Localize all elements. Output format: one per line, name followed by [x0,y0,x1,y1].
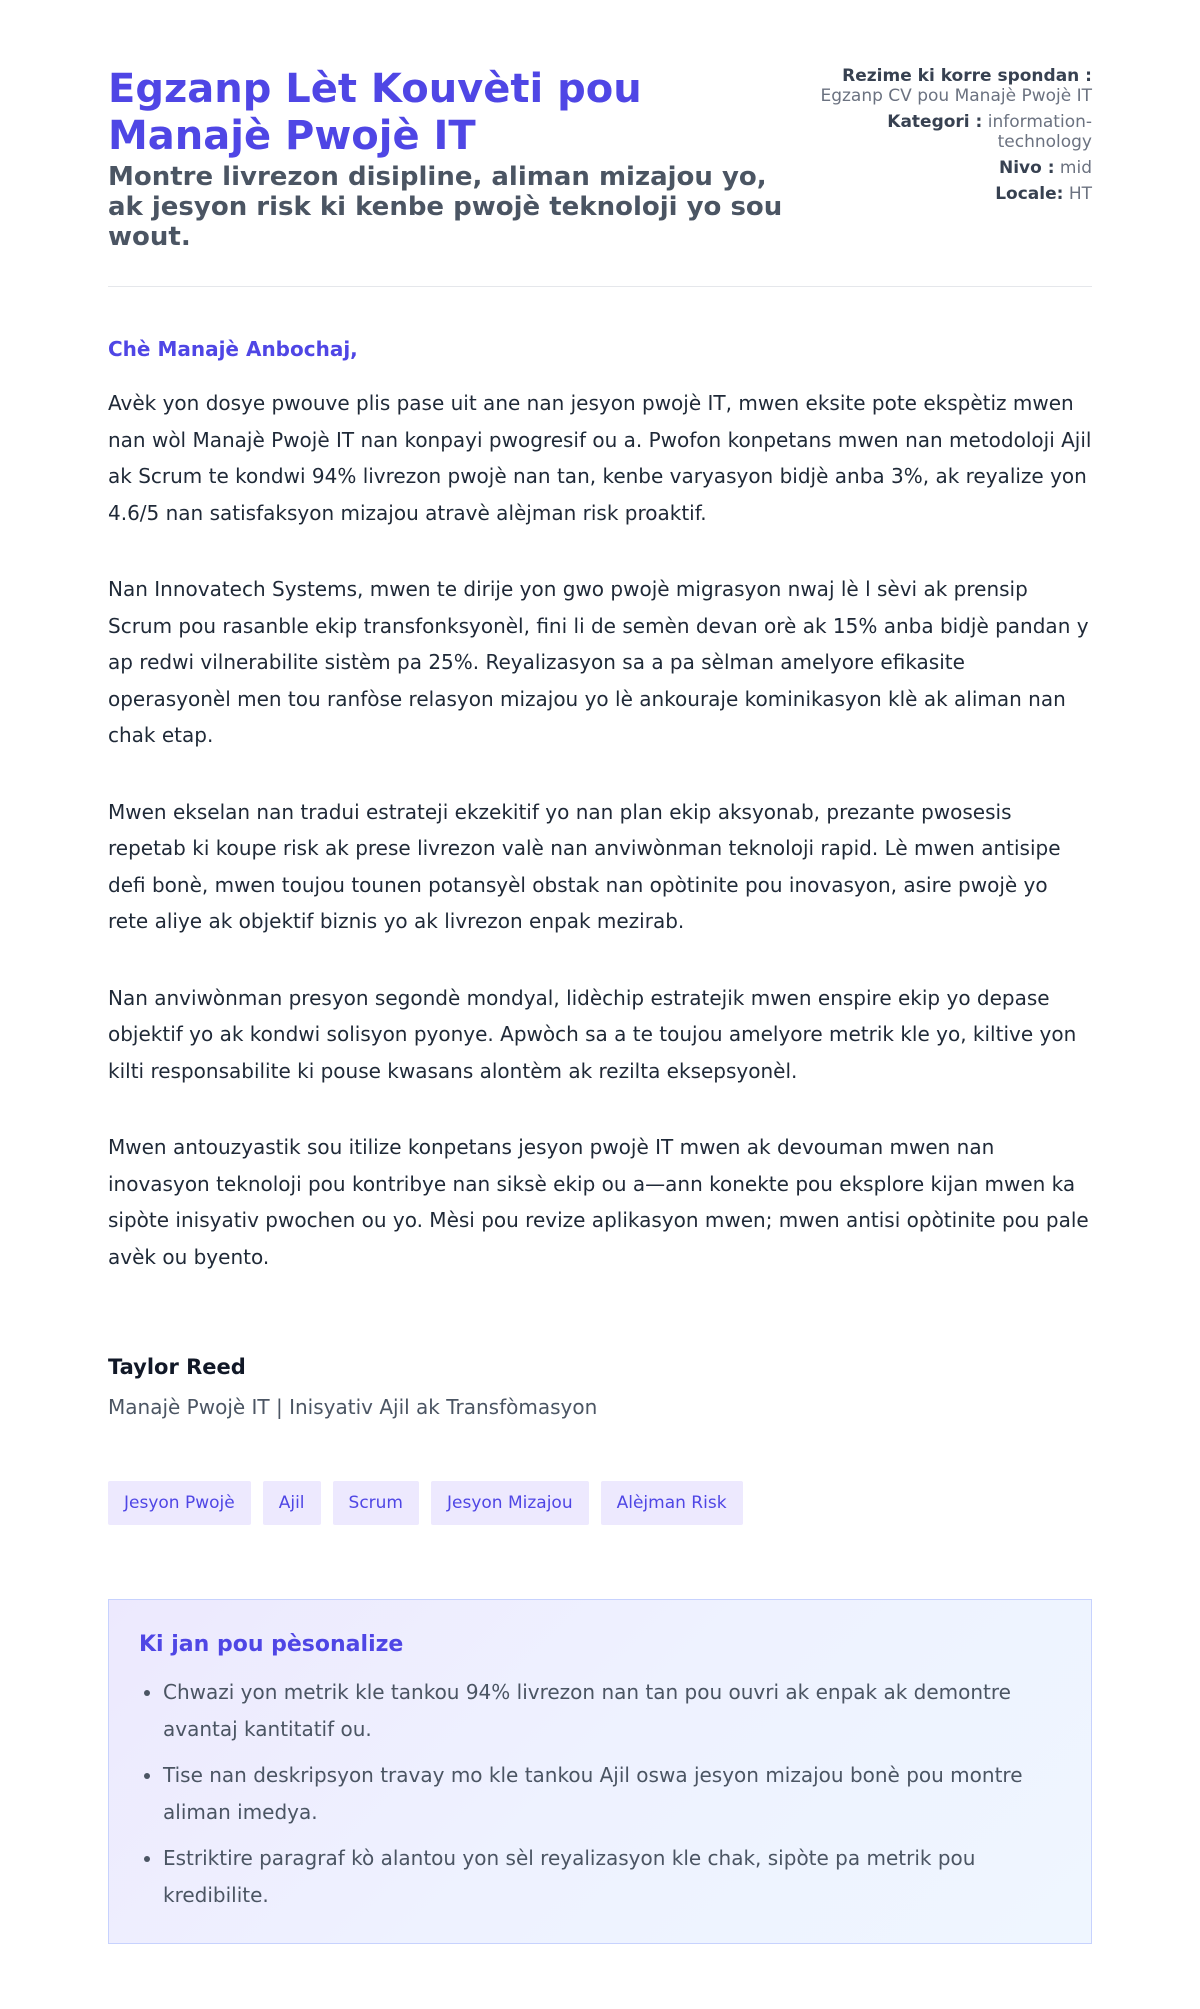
signature-role: Manajè Pwojè IT | Inisyativ Ajil ak Transfòmasyon [108,1395,598,1419]
body-paragraph: Mwen ekselan nan tradui estrateji ekzekitif yo nan plan ekip aksyonab, prezante pwosesis repetab ki koupe risk ak prese livrezon valè nan anviwònman teknoloji rapid. Lè mwen antisipe defi bonè, mwen toujou tounen potansyèl obstak nan opòtinite pou inovasyon, asire pwojè yo rete aliye ak objektif biznis yo ak livrezon enpak mezirab. [108,799,1061,933]
meta-category [797,112,1092,152]
body-paragraph: Mwen antouzyastik sou itilize konpetans jesyon pwojè IT mwen ak devouman mwen nan inovasyon teknoloji pou kontribye nan siksè ekip ou a—ann konekte pou eksplore kijan mwen ka sipòte inisyativ pwochen ou yo. Mèsi pou revize aplikasyon mwen; mwen antisi opòtinite pou pale avèk ou byento. [108,1135,1089,1269]
skill-tag: Ajil [263,1481,321,1525]
tips-title: Ki jan pou pèsonalize [139,1632,404,1657]
customization-tips-box [108,1599,1092,1944]
header-titles [108,66,797,252]
letter-body [108,385,1092,1275]
body-paragraph: Nan anviwònman presyon segondè mondyal, lidèchip estratejik mwen enspire ekip yo depase objektif yo ak kondwi solisyon pyonye. Apwòch sa a te toujou amelyore metrik kle yo, kiltive yon kilti responsabilite ki pouse kwasans alontèm ak rezilta eksepsyonèl. [108,985,1077,1083]
metadata-panel [797,66,1092,210]
page-title: Egzanp Lèt Kouvèti pou Manajè Pwojè IT [108,66,642,159]
skill-tag: Jesyon Pwojè [108,1481,251,1525]
skill-tags [108,1481,1092,1525]
meta-locale-value: HT [1068,184,1092,204]
tip-item: • Estriktire paragraf kò alantou yon sèl reyalizasyon kle chak, sipòte pa metrik pou kredibilite. [163,1840,1061,1913]
meta-level-value: mid [1059,158,1092,178]
skill-tag: Alèjman Risk [601,1481,743,1525]
meta-category-value: information-technology [987,112,1092,152]
meta-resume-key: Rezime ki korre spondan : [842,66,1092,86]
header-divider [108,286,1092,287]
meta-locale [797,184,1092,204]
meta-resume-value: Egzanp CV pou Manajè Pwojè IT [820,86,1092,106]
body-paragraph: Nan Innovatech Systems, mwen te dirije yon gwo pwojè migrasyon nwaj lè l sèvi ak prensip Scrum pou rasanble ekip transfonksyonèl, fini li de semèn devan orè ak 15% anba bidjè pandan y ap redwi vilnerabilite sistèm pa 25%. Reyalizasyon sa a pa sèlman amelyore efikasite operasyonèl men tou ranfòse relasyon mizajou yo lè ankouraje kominikasyon klè ak aliman nan chak etap. [108,577,1089,747]
meta-level-key: Nivo : [998,158,1055,178]
meta-category-key: Kategori : [887,112,983,132]
page-subtitle: Montre livrezon disipline, aliman mizajou yo, ak jesyon risk ki kenbe pwojè teknoloji yo sou wout. [108,162,783,252]
skill-tag: Scrum [333,1481,419,1525]
body-paragraph: Avèk yon dosye pwouve plis pase uit ane nan jesyon pwojè IT, mwen eksite pote ekspètiz mwen nan wòl Manajè Pwojè IT nan konpayi pwogresif ou a. Pwofon konpetans mwen nan metodoloji Ajil ak Scrum te kondwi 94% livrezon pwojè nan tan, kenbe varyasyon bidjè anba 3%, ak reyalize yon 4.6/5 nan satisfaksyon mizajou atravè alèjman risk proaktif. [108,391,1092,525]
tip-item: • Tise nan deskripsyon travay mo kle tankou Ajil oswa jesyon mizajou bonè pou montre aliman imedya. [163,1757,1061,1830]
signature-name: Taylor Reed [108,1355,246,1379]
skill-tag: Jesyon Mizajou [431,1481,589,1525]
salutation: Chè Manajè Anbochaj, [108,337,358,361]
meta-level [797,158,1092,178]
tips-list [139,1674,1061,1913]
tip-item: • Chwazi yon metrik kle tankou 94% livrezon nan tan pou ouvri ak enpak ak demontre avantaj kantitatif ou. [163,1674,1061,1747]
header [108,66,1092,252]
meta-resume [797,66,1092,106]
meta-locale-key: Locale: [995,184,1064,204]
